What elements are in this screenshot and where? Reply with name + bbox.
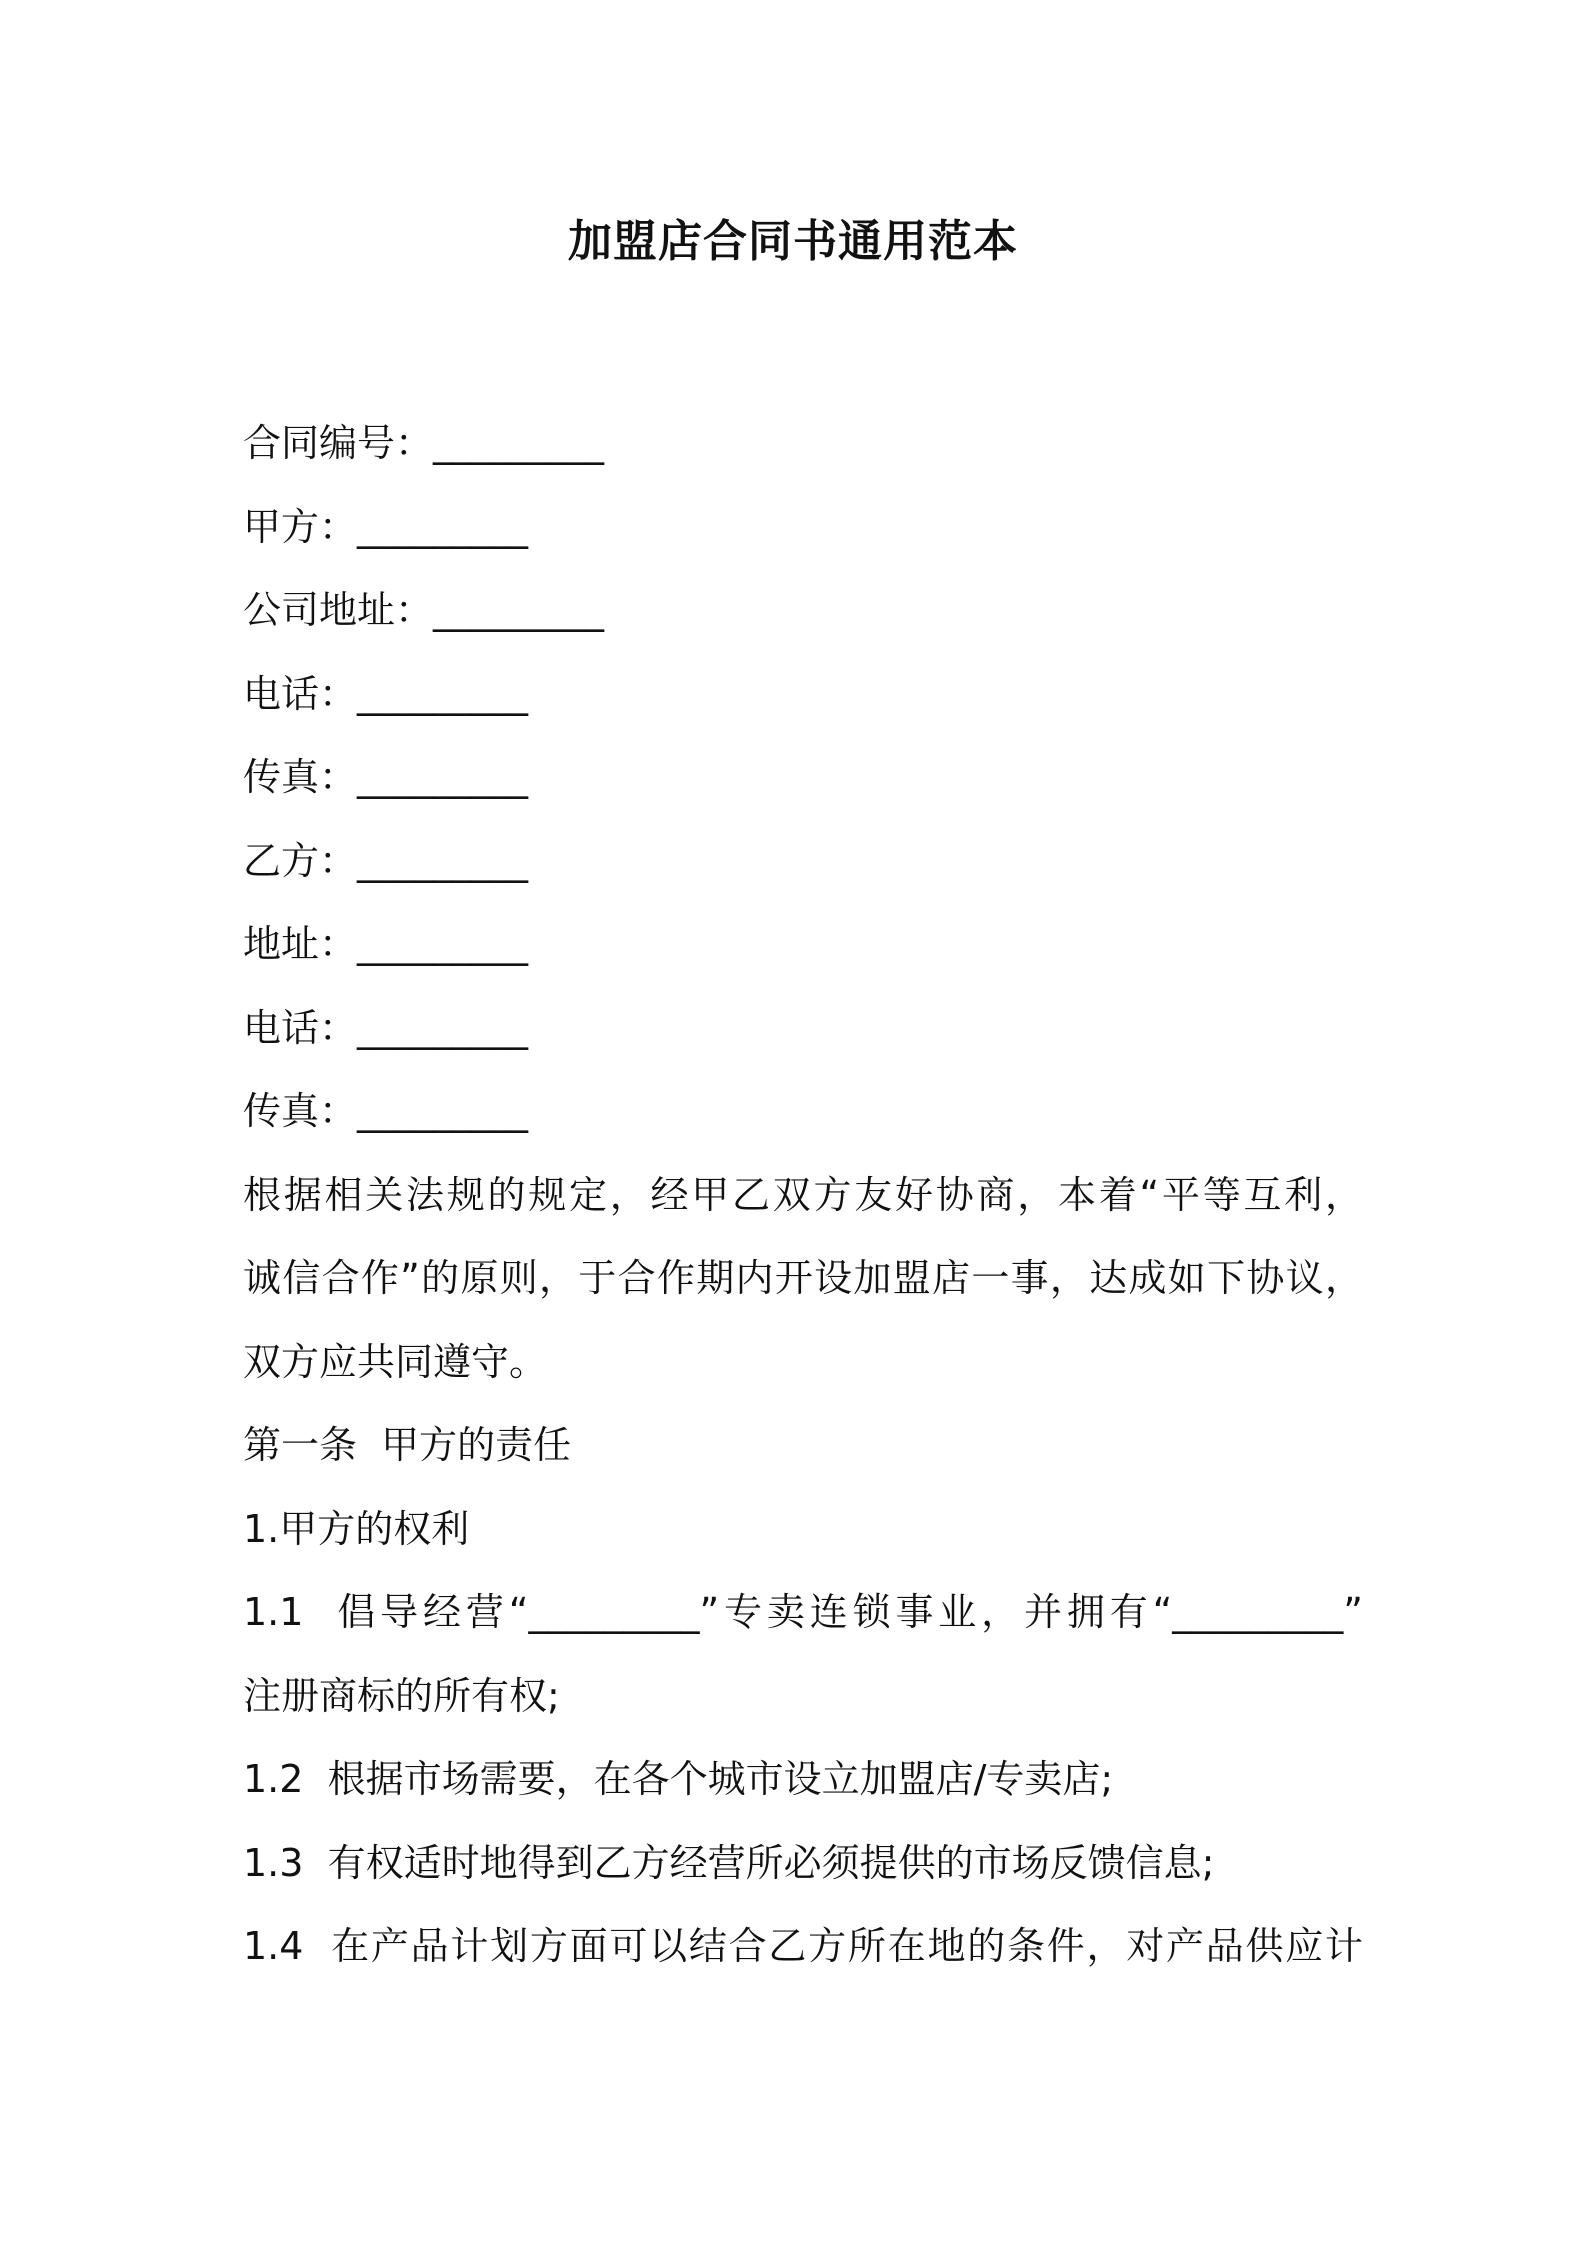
field-blank: _________ bbox=[357, 838, 529, 883]
field-blank: _________ bbox=[357, 755, 529, 799]
field-label: 传真： bbox=[243, 755, 358, 799]
field-label: 电话： bbox=[243, 1005, 358, 1050]
clause-line: 1.2 根据市场需要，在各个城市设立加盟店/专卖店; bbox=[243, 1757, 1114, 1801]
field-label: 电话： bbox=[243, 671, 358, 716]
preamble-line: 双方应共同遵守。 bbox=[243, 1339, 548, 1384]
field-blank: _________ bbox=[357, 1005, 529, 1050]
field-party-b-fax bbox=[243, 1070, 1363, 1154]
field-blank: _________ bbox=[433, 421, 605, 465]
clause-line: 1.1 倡导经营“_________”专卖连锁事业，并拥有“_________” bbox=[243, 1590, 1363, 1634]
field-label: 乙方： bbox=[243, 838, 358, 883]
clause-line: 注册商标的所有权; bbox=[243, 1673, 560, 1718]
clause-line: 1.3 有权适时地得到乙方经营所必须提供的市场反馈信息; bbox=[243, 1840, 1215, 1885]
clause-line: 1.4 在产品计划方面可以结合乙方所在地的条件，对产品供应计 bbox=[243, 1924, 1363, 1968]
field-party-a-phone bbox=[243, 653, 1363, 737]
field-contract-number bbox=[243, 402, 1363, 486]
field-label: 公司地址： bbox=[243, 588, 434, 632]
field-blank: _________ bbox=[433, 588, 605, 632]
field-company-address bbox=[243, 569, 1363, 653]
document-body bbox=[243, 402, 1363, 1989]
field-party-b bbox=[243, 820, 1363, 904]
field-party-a bbox=[243, 486, 1363, 570]
field-label: 甲方： bbox=[243, 504, 358, 549]
preamble-line: 根据相关法规的规定，经甲乙双方友好协商，本着“平等互利， bbox=[243, 1172, 1363, 1217]
field-party-b-address bbox=[243, 903, 1363, 987]
field-blank: _________ bbox=[357, 504, 529, 549]
article-sub-heading: 1.甲方的权利 bbox=[243, 1506, 470, 1551]
document-title: 加盟店合同书通用范本 bbox=[568, 216, 1018, 267]
field-blank: _________ bbox=[357, 671, 529, 716]
field-label: 地址： bbox=[243, 922, 358, 966]
field-blank: _________ bbox=[357, 922, 529, 966]
field-party-b-phone bbox=[243, 987, 1363, 1071]
field-label: 合同编号： bbox=[243, 421, 434, 465]
field-label: 传真： bbox=[243, 1089, 358, 1133]
preamble-line: 诚信合作”的原则，于合作期内开设加盟店一事，达成如下协议， bbox=[243, 1256, 1363, 1300]
field-party-a-fax bbox=[243, 736, 1363, 820]
field-blank: _________ bbox=[357, 1089, 529, 1133]
article-heading: 第一条 甲方的责任 bbox=[243, 1423, 572, 1467]
